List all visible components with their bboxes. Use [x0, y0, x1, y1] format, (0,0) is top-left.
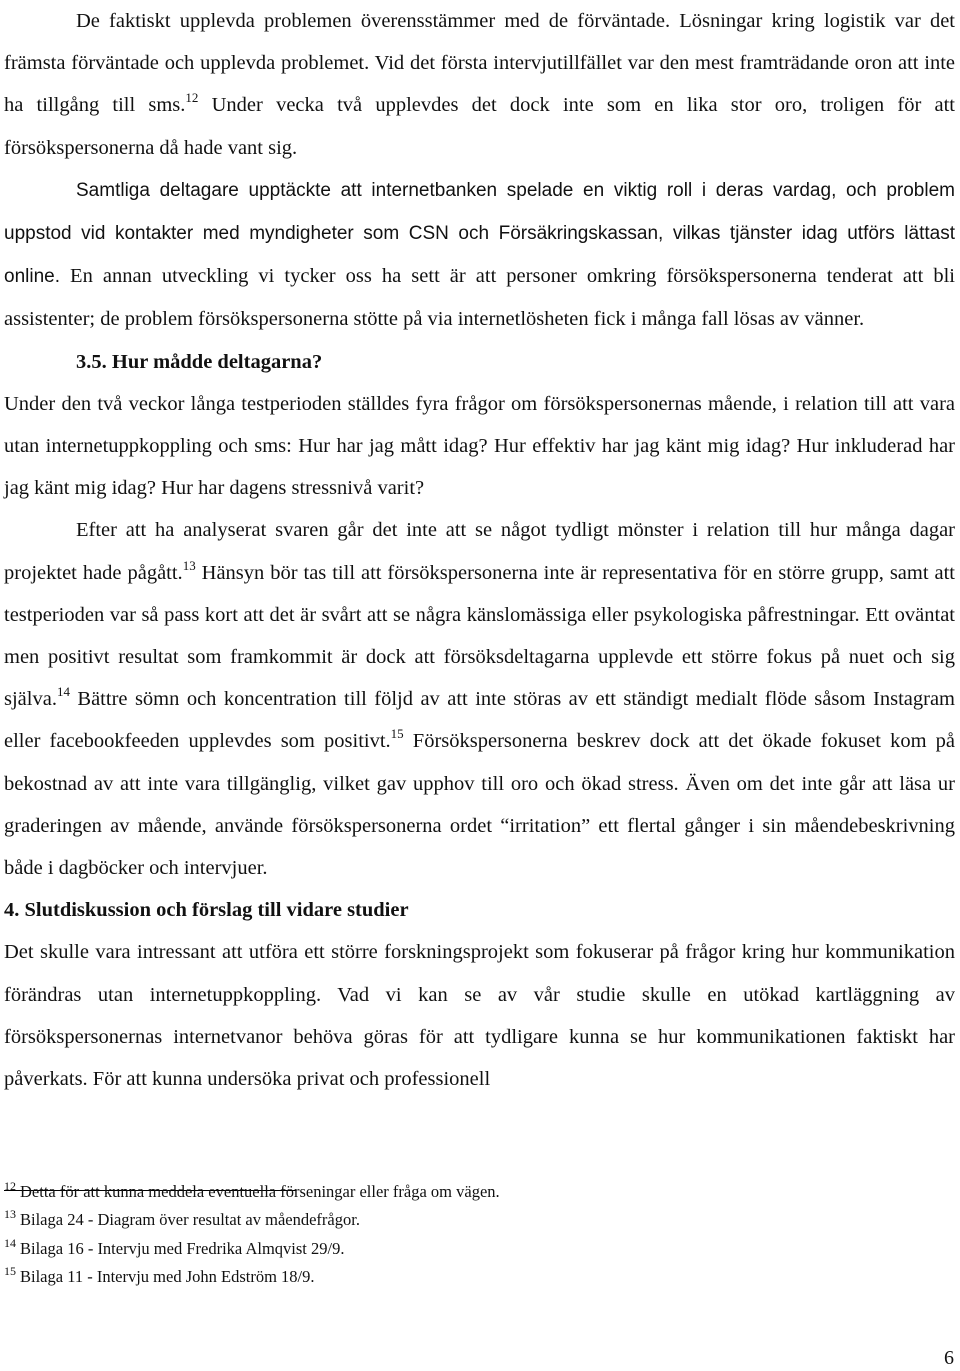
paragraph-text: Försökspersonerna beskrev dock att det ökade fokuset kom på bekostnad av att inte vara tillgänglig, vilket gav upphov till oro och ökad stress. Även om det inte går att läsa ur graderingen av mående, använde försökspersonerna ordet “irritation” ett flertal gånger i sin måendebeskrivning både i dagböcker och intervjuer. [4, 730, 955, 880]
paragraph-text: En annan utveckling vi tycker oss ha sett är att personer omkring försökspersonerna tenderat att bli assistenter; de problem försökspersonerna stötte på via internetlösheten fick i många fall lösas av vänner. [4, 265, 955, 331]
footnote-number: 12 [4, 1179, 16, 1193]
paragraph-text: Under vecka två upplevdes det dock inte som en lika stor oro, troligen för att försökspersonerna då hade vant sig. [4, 94, 955, 159]
footnote-text: Bilaga 11 - Intervju med John Edström 18/9. [20, 1266, 315, 1286]
paragraph-analysis [4, 509, 955, 889]
paragraph-internetbank [4, 169, 955, 341]
section-heading-4: 4. Slutdiskussion och förslag till vidare studier [4, 899, 409, 922]
footnote-number: 14 [4, 1235, 16, 1250]
footnote-number: 13 [4, 1207, 16, 1222]
paragraph-text: Hänsyn bör tas till att försökspersonerna inte är representativa för en större grupp, samt att testperioden var så pass kort att det är svårt att se några känslomässiga eller psykologiska påfrestningar. Ett oväntat men positivt resultat som framkommit är dock att försöksdeltagarna upplevde ett större fokus på nuet och sig själva. [4, 561, 955, 711]
section-heading-3-5: 3.5. Hur mådde deltagarna? [76, 350, 323, 373]
footnote-ref-15: 15 [390, 726, 404, 742]
paragraph-text: Bättre sömn och koncentration till följd av att inte störas av ett ständigt medialt flöde såsom Instagram eller facebookfeeden upplevdes som positivt. [4, 688, 955, 753]
footnotes [4, 1178, 904, 1291]
footnote-12 [4, 1178, 904, 1206]
paragraph-questions: Under den två veckor långa testperioden ställdes fyra frågor om försökspersonernas mående, i relation till att vara utan internetuppkoppling och sms: Hur har jag mått idag? Hur effektiv har jag känt mig idag? Hur inkluderad har jag känt mig idag? Hur har dagens stressnivå varit? [4, 392, 955, 500]
footnote-ref-12: 12 [185, 90, 199, 106]
page-number: 6 [944, 1347, 954, 1369]
footnote-15 [4, 1263, 904, 1291]
footnote-13 [4, 1206, 904, 1234]
paragraph-problems [4, 0, 955, 169]
paragraph-text: De faktiskt upplevda problemen överensstämmer med de förväntade. Lösningar kring logistik var det främsta förväntade och upplevda problemet. Vid det första intervjutillfället var den mest framträdande oron att inte ha tillgång till sms. [4, 10, 955, 117]
footnote-14 [4, 1235, 904, 1263]
footnote-text: Bilaga 24 - Diagram över resultat av måendefrågor. [20, 1210, 360, 1230]
footnote-text: Bilaga 16 - Intervju med Fredrika Almqvist 29/9. [20, 1238, 345, 1258]
paragraph-text: Efter att ha analyserat svaren går det inte att se något tydligt mönster i relation till hur många dagar projektet hade pågått. [4, 519, 955, 584]
footnote-number: 15 [4, 1263, 16, 1278]
paragraph-text: Samtliga deltagare upptäckte att internetbanken spelade en viktig roll i deras vardag, och problem uppstod vid kontakter med myndigheter som CSN och Försäkringskassan, vilkas tjänster idag utförs lättast online. [4, 179, 955, 288]
footnote-ref-13: 13 [182, 557, 196, 573]
document-body [4, 0, 955, 1100]
footnote-ref-14: 14 [56, 684, 70, 700]
footnote-text: Detta för att kunna meddela eventuella förseningar eller fråga om vägen. [20, 1182, 500, 1201]
paragraph-conclusion: Det skulle vara intressant att utföra ett större forskningsprojekt som fokuserar på frågor kring hur kommunikation förändras utan internetuppkoppling. Vad vi kan se av vår studie skulle en utökad kartläggning av försökspersonernas internetvanor behöva göras för att tydligare kunna se hur kommunikationen faktiskt har påverkats. För att kunna undersöka privat och professionell [4, 941, 955, 1091]
